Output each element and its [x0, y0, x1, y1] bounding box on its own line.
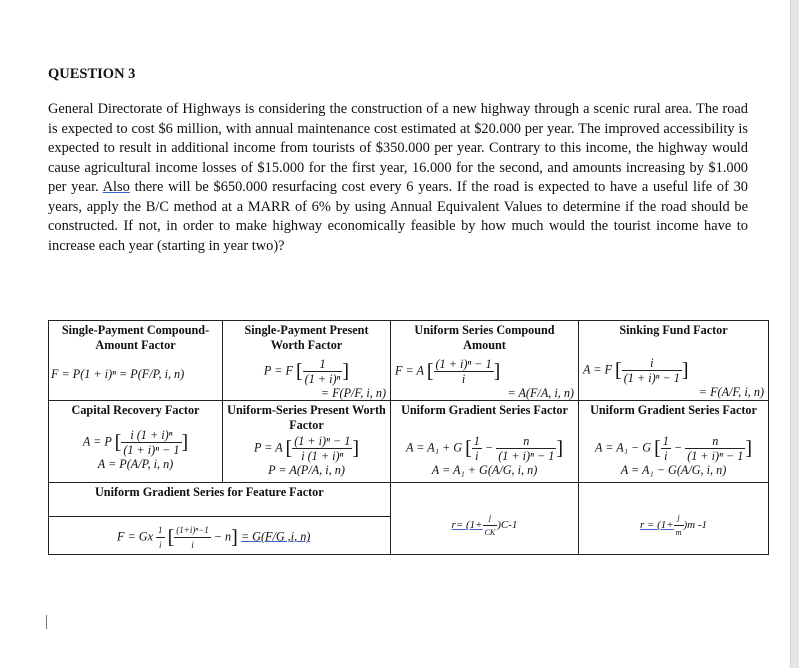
cell-sff: Sinking Fund Factor A = F [ $\frac{i}{\text{(1 + i)ⁿ − 1}}$ ] = F(A/F, i, n)	[579, 321, 769, 401]
formula-tail: )m -1	[683, 519, 708, 532]
formula-num: 1	[662, 434, 669, 448]
question-body	[48, 100, 748, 256]
formula-num: (1 + i)ⁿ − 1	[435, 357, 492, 371]
cell-spca	[49, 321, 223, 401]
formula-lhs: A = F	[583, 362, 612, 377]
formula-num: 1	[156, 523, 165, 538]
spellcheck-word[interactable]: Also	[102, 179, 130, 195]
formula-tail: = F(A/F, i, n)	[698, 385, 764, 399]
header-sppw: Single-Payment Present Worth Factor	[244, 323, 369, 352]
question-line: increase each year (starting in year two)?	[48, 237, 285, 254]
cell-usca: Uniform Series Compound Amount F = A [ $\frac{\text{(1 + i)ⁿ − 1}}{i}$ ] = A(F/A, i, n)	[391, 321, 579, 401]
formula-lhs: r= (1+	[451, 519, 483, 532]
cell-gradient-future: Uniform Gradient Series for Feature Factor F = Gx $\frac{1}{i}$ [ $\frac{\text{(1+i)ⁿ−1}}{i}$ − n] = G(F/G ,i, n)	[49, 483, 391, 555]
formula-den: m	[675, 528, 682, 537]
cell-uspw: Uniform-Series Present Worth Factor P = A [ $\frac{\text{(1 + i)ⁿ − 1}}{\text{i (1 + i)ⁿ}}$ ] P = A(P/A, i, n)	[223, 401, 391, 483]
question-heading: QUESTION 3	[48, 66, 136, 82]
cell-crf: Capital Recovery Factor A = P [ $\frac{\text{i (1 + i)ⁿ}}{\text{(1 + i)ⁿ − 1}}$ ] A = P(A/P, i, n)	[49, 401, 223, 483]
text-cursor	[46, 615, 47, 629]
header-usca: Uniform Series Compound Amount	[414, 323, 555, 352]
formula-spca: F = P(1 + i)ⁿ = P(F/P, i, n)	[51, 367, 185, 381]
cell-r-formula-1	[391, 483, 579, 555]
formula-op: − n	[213, 529, 232, 544]
formula-lhs: F = A	[395, 363, 424, 378]
formula-lhs: A = P	[82, 434, 112, 449]
formula-tail: A = A₁ − G(A/G, i, n)	[620, 463, 727, 477]
formula-tail: A = A₁ + G(A/G, i, n)	[431, 463, 538, 477]
formula-num: (1+i)ⁿ−1	[174, 523, 210, 538]
formula-op: −	[673, 440, 683, 455]
header-sff: Sinking Fund Factor	[619, 323, 728, 337]
formula-num: n	[685, 434, 745, 449]
formula-den: (1 + i)ⁿ − 1	[687, 449, 744, 463]
window-edge	[790, 0, 799, 668]
formula-lhs: P = F	[263, 363, 293, 378]
question-line: of 30 years, apply the B/C method at a MARR of 6% by using Annual Equivalent Values to determine if the road should	[48, 179, 748, 215]
question-line: General Directorate of Highways is considering the construction of a new highway through a scenic rural area. The road	[48, 101, 748, 117]
question-line: is expected to cost $6 million, with annual maintenance cost estimated at $20.000 per year. The improved accessibility	[48, 120, 735, 137]
cell-ugsf-minus: Uniform Gradient Series Factor A = A₁ − G [ $\frac{1}{i}$ − $\frac{n}{\text{(1 + i)ⁿ − 1}}$ ] A = A₁ − G(A/G, i, n)	[579, 401, 769, 483]
header-ugsf-minus: Uniform Gradient Series Factor	[590, 403, 757, 417]
formula-lhs: F = Gx	[117, 529, 153, 544]
formula-tail: = A(F/A, i, n)	[507, 386, 574, 400]
formula-den: i (1 + i)ⁿ	[301, 449, 344, 463]
header-crf: Capital Recovery Factor	[71, 403, 200, 417]
formula-den: (1 + i)ⁿ − 1	[123, 443, 180, 457]
formula-table	[48, 320, 769, 555]
formula-num: i (1 + i)ⁿ	[121, 428, 181, 443]
question-line: $1.000 per year.	[48, 159, 748, 195]
formula-tail: P = A(P/A, i, n)	[268, 463, 345, 477]
question-line: would cause agricultural income losses of $15.000 for the first year, 16.000 for the second, and amounts increasing by	[48, 140, 748, 176]
formula-den: (1 + i)ⁿ − 1	[498, 449, 555, 463]
formula-lhs: r = (1+	[639, 519, 674, 532]
formula-lhs: A = A₁ + G	[405, 440, 463, 455]
formula-den: i	[191, 540, 194, 550]
formula-num: 1	[303, 357, 343, 372]
header-gradient-future: Uniform Gradient Series for Feature Factor	[95, 485, 324, 499]
formula-num: n	[496, 434, 556, 449]
formula-den: CK	[484, 528, 496, 537]
cell-ugsf-plus: Uniform Gradient Series Factor A = A₁ + G [ $\frac{1}{i}$ − $\frac{n}{\text{(1 + i)ⁿ − 1}}$ ] A = A₁ + G(A/G, i, n)	[391, 401, 579, 483]
formula-tail: A = P(A/P, i, n)	[97, 457, 174, 471]
question-line: be constructed. If not, in order to make highway economically feasible by how much would the tourist income have to	[48, 198, 748, 234]
question-line: there will be $650.000 resurfacing cost every 6 years. If the road is expected to have a useful life	[129, 179, 713, 195]
formula-lhs: P = A	[253, 440, 283, 455]
formula-num: i	[622, 356, 682, 371]
header-ugsf-plus: Uniform Gradient Series Factor	[401, 403, 568, 417]
cell-r-formula-2	[579, 483, 769, 555]
question-line: is expected to result in additional income from tourists of $350.000 per year. Contrary to this income, the highway	[48, 120, 748, 156]
formula-den: i	[159, 540, 162, 550]
formula-lhs: A = A₁ − G	[594, 440, 652, 455]
formula-num: 1	[473, 434, 480, 448]
formula-op: −	[484, 440, 494, 455]
formula-num: (1 + i)ⁿ − 1	[294, 434, 351, 448]
formula-den: i	[664, 449, 668, 463]
formula-den: (1 + i)ⁿ	[304, 372, 341, 386]
header-uspw: Uniform-Series Present Worth Factor	[227, 403, 386, 432]
formula-den: (1 + i)ⁿ − 1	[623, 371, 680, 385]
formula-den: i	[461, 372, 466, 386]
formula-tail: )C-1	[497, 519, 518, 532]
formula-tail: = G(F/G ,i, n)	[240, 529, 311, 544]
formula-num: j	[674, 511, 684, 526]
formula-num: j	[483, 511, 498, 526]
formula-den: i	[475, 449, 479, 463]
formula-tail: = F(P/F, i, n)	[320, 386, 386, 400]
cell-sppw: Single-Payment Present Worth Factor P = F [ $\frac{1}{\text{(1 + i)ⁿ}}$ ] = F(P/F, i, n)	[223, 321, 391, 401]
header-spca: Single-Payment Compound-Amount Factor	[61, 323, 210, 352]
